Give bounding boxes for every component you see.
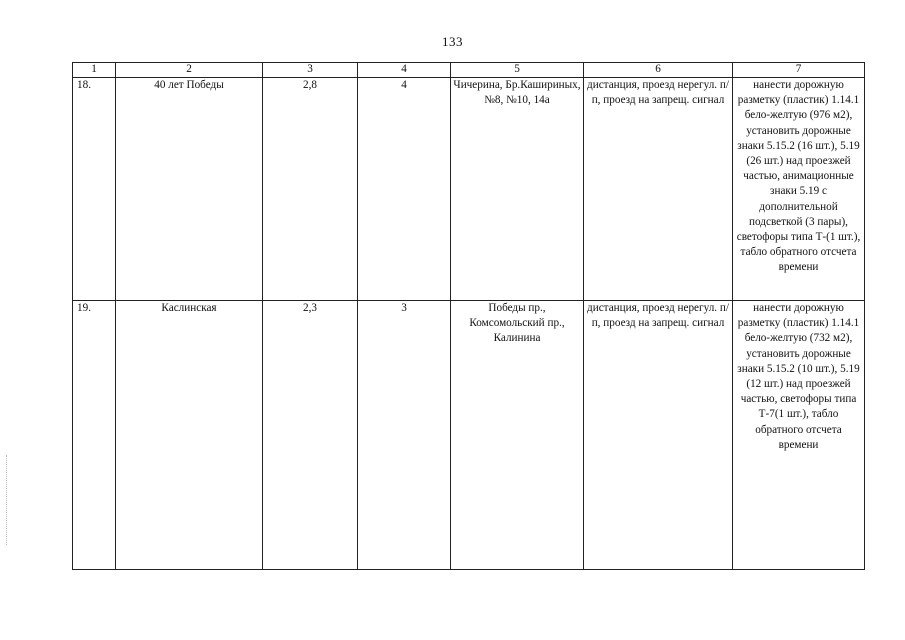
violations-cell: дистанция, проезд нерегул. п/п, проезд на запрещ. сигнал (584, 301, 733, 570)
table-header-row (73, 63, 865, 78)
row-number-cell: 18. (73, 78, 116, 301)
value-cell: 2,3 (263, 301, 358, 570)
table-row (73, 301, 865, 570)
traffic-measures-table (72, 62, 865, 570)
column-header: 5 (451, 63, 584, 78)
measures-cell: нанести дорожную разметку (пластик) 1.14.1 бело-желтую (976 м2), установить дорожные знаки 5.15.2 (16 шт.), 5.19 (26 шт.) над проезжей частью, анимационные знаки 5.19 с дополнительной подсветкой (3 пары), светофоры типа Т-(1 шт.), табло обратного отсчета времени (733, 78, 865, 301)
table-row (73, 78, 865, 301)
intersections-cell: Победы пр., Комсомольский пр., Калинина (451, 301, 584, 570)
value-cell: 3 (358, 301, 451, 570)
violations-cell: дистанция, проезд нерегул. п/п, проезд на запрещ. сигнал (584, 78, 733, 301)
value-cell: 2,8 (263, 78, 358, 301)
page-number: 133 (442, 34, 463, 49)
street-name-cell: Каслинская (116, 301, 263, 570)
measures-cell: нанести дорожную разметку (пластик) 1.14.1 бело-желтую (732 м2), установить дорожные знаки 5.15.2 (10 шт.), 5.19 (12 шт.) над проезжей частью, светофоры типа Т-7(1 шт.), табло обратного отсчета времени (733, 301, 865, 570)
street-name-cell: 40 лет Победы (116, 78, 263, 301)
column-header: 2 (116, 63, 263, 78)
column-header: 7 (733, 63, 865, 78)
value-cell: 4 (358, 78, 451, 301)
scan-margin-mark (6, 455, 8, 545)
column-header: 6 (584, 63, 733, 78)
column-header: 3 (263, 63, 358, 78)
column-header: 1 (73, 63, 116, 78)
column-header: 4 (358, 63, 451, 78)
row-number-cell: 19. (73, 301, 116, 570)
intersections-cell: Чичерина, Бр.Кашириных, №8, №10, 14а (451, 78, 584, 301)
